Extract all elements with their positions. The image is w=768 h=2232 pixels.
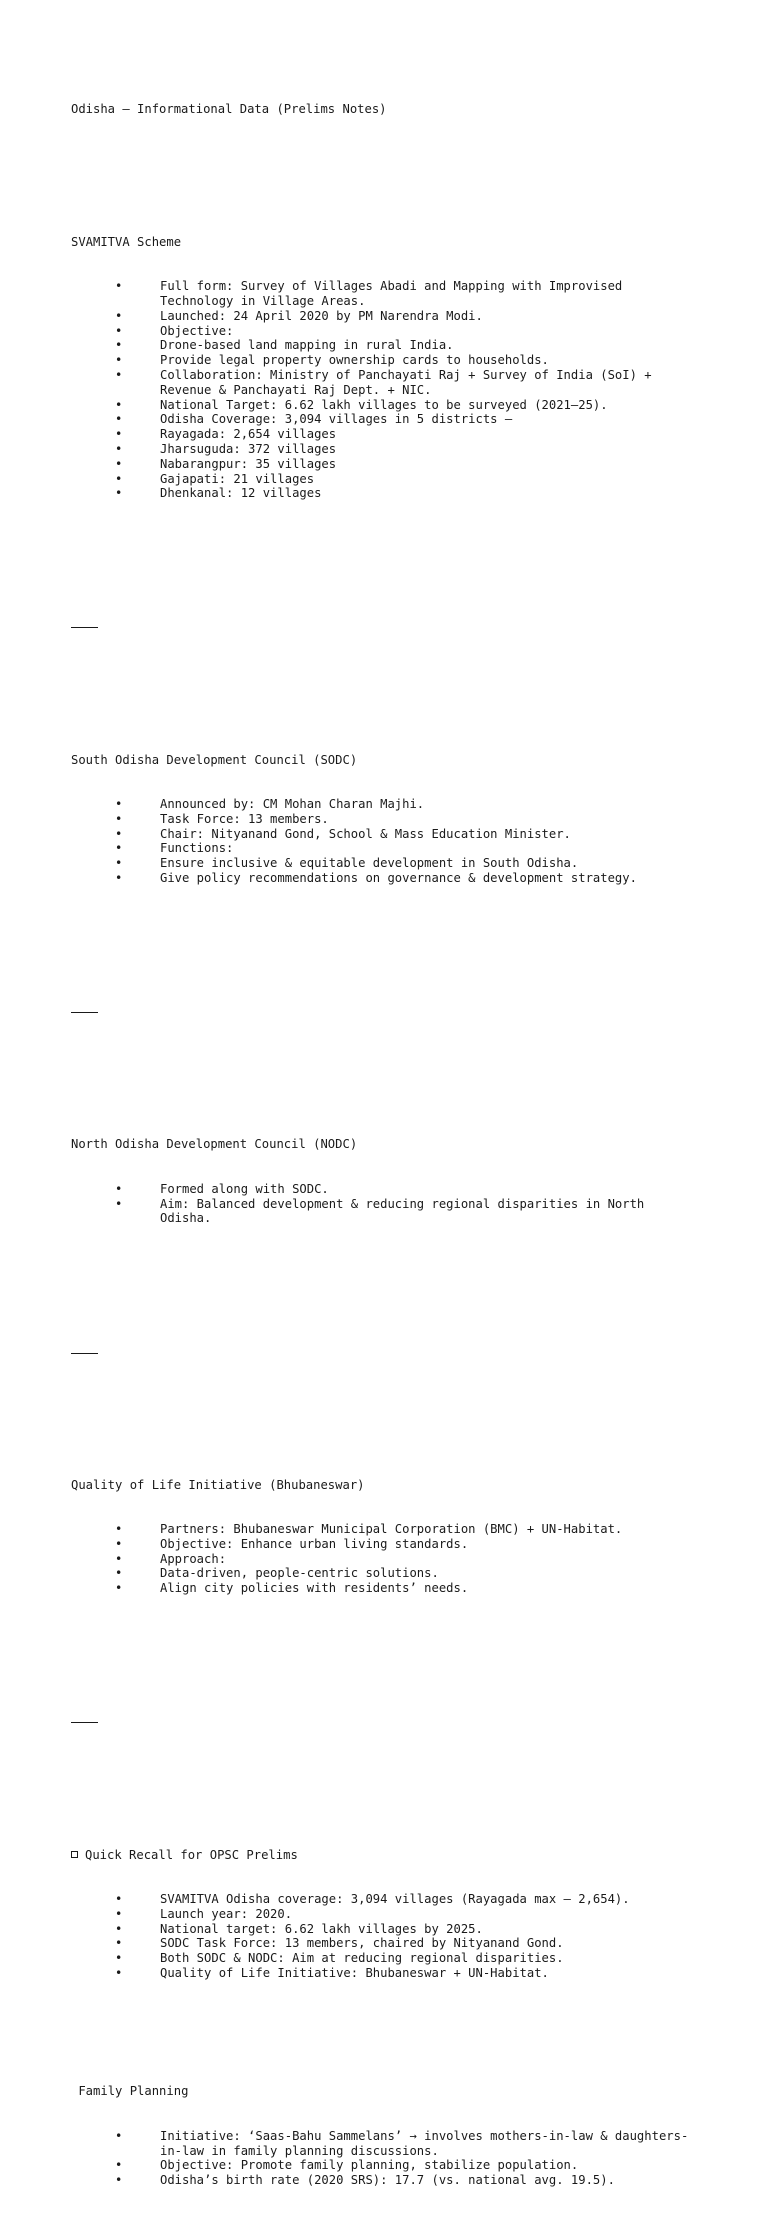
list-item-text: Launched: 24 April 2020 by PM Narendra Modi. [160,308,483,323]
list-item [71,827,691,842]
list-item-text: Drone-based land mapping in rural India. [160,338,454,353]
list-item-text: Objective: Enhance urban living standards. [160,1536,469,1551]
list-item [71,324,691,339]
list-item-text: Aim: Balanced development & reducing regional disparities in North Odisha. [160,1196,652,1226]
list-item-text: Formed along with SODC. [160,1181,329,1196]
square-icon [71,1851,78,1858]
list-item [71,812,691,827]
list-item [71,398,691,413]
list-item [71,1566,691,1581]
bullet-icon: • [115,323,123,338]
list-item-text: Align city policies with residents’ needs. [160,1581,469,1596]
bullet-icon: • [115,412,123,427]
section-heading: South Odisha Development Council (SODC) [71,752,358,767]
bullet-list [71,1522,691,1596]
bullet-icon: • [115,2173,123,2188]
bullet-icon: • [115,1936,123,1951]
spacer [71,1670,691,1685]
list-item [71,442,691,457]
bullet-icon: • [115,338,123,353]
list-item-text: Jharsuguda: 372 villages [160,441,337,456]
list-item-text: Chair: Nityanand Gond, School & Mass Education Minister. [160,826,571,841]
list-item-text: National target: 6.62 lakh villages by 2025. [160,1921,483,1936]
section-heading [71,1848,691,1863]
list-item-text: Odisha Coverage: 3,094 villages in 5 districts – [160,412,513,427]
list-item [71,1907,691,1922]
bullet-icon: • [115,1522,123,1537]
list-item [71,1197,691,1227]
section-divider [71,1345,98,1360]
list-item-text: SVAMITVA Odisha coverage: 3,094 villages (Rayagada max – 2,654). [160,1892,630,1907]
list-item-text: Rayagada: 2,654 villages [160,427,337,442]
section-divider [71,619,98,634]
bullet-icon: • [115,871,123,886]
bullet-icon: • [115,367,123,382]
list-item [71,1892,691,1907]
list-item-text: Give policy recommendations on governance & development strategy. [160,871,637,886]
list-item-text: Quality of Life Initiative: Bhubaneswar + UN-Habitat. [160,1966,549,1980]
list-item [71,279,691,309]
spacer [71,1759,691,1774]
bullet-icon: • [115,441,123,456]
bullet-list [71,279,691,501]
document-title: Odisha – Informational Data (Prelims Notes) [71,101,387,116]
bullet-icon: • [115,1892,123,1907]
list-item-text: Provide legal property ownership cards to households. [160,353,549,368]
bullet-icon: • [115,353,123,368]
bullet-icon: • [115,2158,123,2173]
section-heading: Family Planning [71,2084,189,2099]
list-item [71,427,691,442]
bullet-icon: • [115,1921,123,1936]
list-item [71,472,691,487]
section-sodc [71,723,691,915]
section-quick-recall [71,1818,691,2010]
bullet-icon: • [115,856,123,871]
section-nodc [71,1108,691,1256]
list-item [71,797,691,812]
section-heading: North Odisha Development Council (NODC) [71,1137,358,1152]
bullet-icon: • [115,1551,123,1566]
list-item [71,2158,691,2173]
list-item-text: Objective: Promote family planning, stabilize population. [160,2158,579,2173]
list-item [71,1581,691,1596]
bullet-icon: • [115,1536,123,1551]
list-item-text: Task Force: 13 members. [160,811,329,826]
bullet-icon: • [115,811,123,826]
list-item [71,2129,691,2159]
bullet-icon: • [115,1951,123,1966]
spacer [71,1300,691,1315]
list-item [71,457,691,472]
list-item-text: Both SODC & NODC: Aim at reducing regional disparities. [160,1951,564,1966]
heading-text: Quick Recall for OPSC Prelims [85,1847,298,1862]
section-heading: SVAMITVA Scheme [71,234,182,249]
list-item [71,1951,691,1966]
list-item-text: Gajapati: 21 villages [160,471,315,486]
section-svamitva [71,205,691,531]
bullet-icon: • [115,427,123,442]
list-item [71,368,691,398]
list-item-text: Partners: Bhubaneswar Municipal Corporation (BMC) + UN-Habitat. [160,1522,623,1537]
bullet-icon: • [115,1581,123,1596]
list-item-text: Full form: Survey of Villages Abadi and Mapping with Improvised Technology in Village Areas. [160,279,630,308]
bullet-icon: • [115,2128,123,2143]
list-item-text: Initiative: ‘Saas-Bahu Sammelans’ → involves mothers-in-law & daughters-in-law in family planning discussions. [160,2128,689,2158]
bullet-icon: • [115,471,123,486]
list-item [71,856,691,871]
list-item-text: Collaboration: Ministry of Panchayati Raj + Survey of India (SoI) + Revenue & Panchayati Raj Dept. + NIC. [160,367,659,397]
list-item [71,1182,691,1197]
list-item [71,1966,691,1981]
list-item-text: Data-driven, people-centric solutions. [160,1566,439,1581]
list-item [71,1522,691,1537]
document-page [71,72,691,2232]
bullet-icon: • [115,456,123,471]
bullet-icon: • [115,1906,123,1921]
list-item-text: Ensure inclusive & equitable development in South Odisha. [160,856,579,871]
bullet-list [71,1182,691,1226]
bullet-icon: • [115,308,123,323]
bullet-list [71,1892,691,1981]
list-item [71,2173,691,2188]
bullet-icon: • [115,486,123,501]
list-item [71,338,691,353]
list-item [71,309,691,324]
bullet-list [71,2129,691,2188]
section-quality-of-life [71,1448,691,1626]
list-item-text: Odisha’s birth rate (2020 SRS): 17.7 (vs. national avg. 19.5). [160,2173,615,2188]
section-divider [71,1714,98,1729]
section-family-planning [71,2055,691,2218]
bullet-icon: • [115,279,123,294]
spacer [71,1049,691,1064]
list-item [71,486,691,501]
bullet-icon: • [115,1566,123,1581]
list-item [71,841,691,856]
list-item [71,412,691,427]
list-item [71,871,691,886]
list-item [71,1552,691,1567]
spacer [71,664,691,679]
bullet-icon: • [115,797,123,812]
spacer [71,960,691,975]
section-heading: Quality of Life Initiative (Bhubaneswar) [71,1477,365,1492]
bullet-icon: • [115,841,123,856]
list-item-text: Objective: [160,323,234,338]
list-item-text: National Target: 6.62 lakh villages to be surveyed (2021–25). [160,397,608,412]
spacer [71,146,691,161]
bullet-icon: • [115,826,123,841]
list-item-text: Approach: [160,1551,227,1566]
spacer [71,575,691,590]
bullet-icon: • [115,1181,123,1196]
spacer [71,1389,691,1404]
bullet-icon: • [115,1966,123,1980]
list-item-text: Functions: [160,841,234,856]
list-item [71,353,691,368]
list-item-text: Announced by: CM Mohan Charan Majhi. [160,797,425,812]
bullet-icon: • [115,397,123,412]
list-item-text: Launch year: 2020. [160,1906,293,1921]
section-divider [71,1004,98,1019]
list-item [71,1537,691,1552]
bullet-icon: • [115,1196,123,1211]
list-item [71,1922,691,1937]
bullet-list [71,797,691,886]
list-item-text: SODC Task Force: 13 members, chaired by Nityanand Gond. [160,1936,564,1951]
list-item-text: Nabarangpur: 35 villages [160,456,337,471]
list-item [71,1936,691,1951]
list-item-text: Dhenkanal: 12 villages [160,486,322,501]
